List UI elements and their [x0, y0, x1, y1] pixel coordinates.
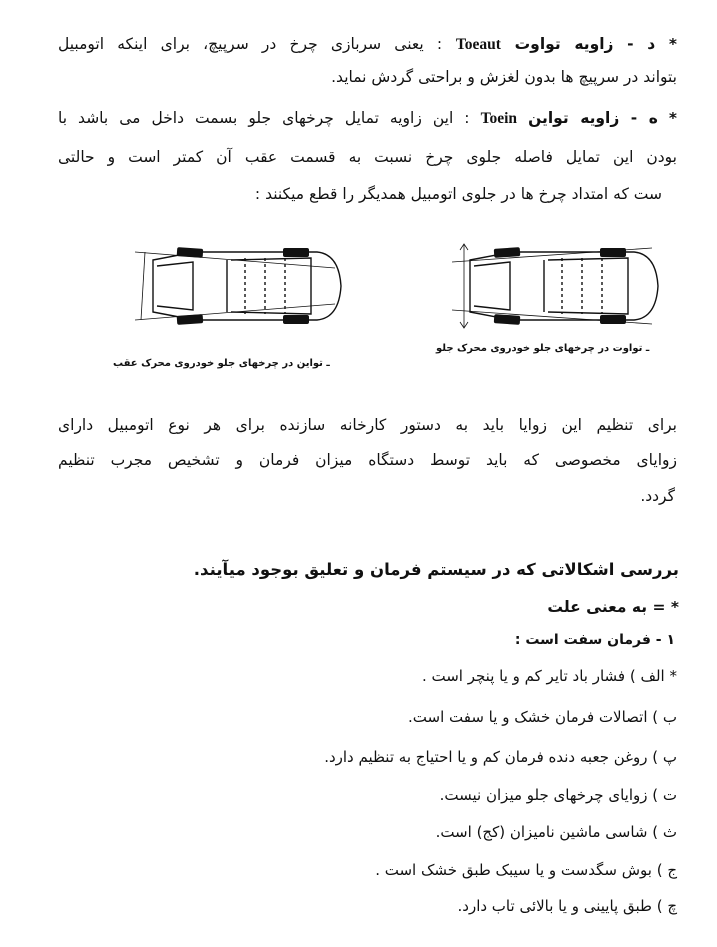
toe-out-term: Toeaut	[455, 36, 501, 53]
cause-item: پ ) روغن جعبه دنده فرمان کم و یا احتیاج به تنظیم دارد.	[324, 748, 677, 766]
toe-out-car-diagram	[452, 240, 667, 335]
cause-item: ث ) شاسی ماشین نامیزان (کج) است.	[435, 823, 677, 841]
star-marker: *	[668, 109, 677, 127]
cause-item: ت ) زوایای چرخهای جلو میزان نیست.	[439, 786, 677, 804]
cause-item: ج ) بوش سگدست و یا سیبک طبق خشک است .	[375, 861, 677, 879]
section-heading: بررسی اشکالاتی که در سیستم فرمان و تعلیق بوجود میآیند.	[193, 560, 679, 579]
cause-item: ب ) اتصالات فرمان خشک و یا سفت است.	[408, 708, 677, 726]
toe-in-definition: : این زاویه تمایل چرخهای جلو بسمت داخل می باشد با	[58, 109, 470, 127]
cause-item: * الف ) فشار باد تایر کم و یا پنچر است .	[421, 667, 677, 685]
problem-title: ۱ - فرمان سفت است :	[514, 632, 675, 648]
star-marker: *	[668, 35, 678, 53]
adjust-line-3: گردد.	[640, 487, 675, 505]
cause-item: چ ) طبق پایینی و یا بالائی تاب دارد.	[457, 897, 677, 915]
toe-out-line-2: بتواند در سرپیچ ها بدون لغزش و براحتی گردش نماید.	[331, 68, 677, 86]
toe-out-prefix: د - زاویه تواوت	[514, 35, 656, 53]
toe-in-term: Toein	[480, 110, 518, 127]
toe-out-line-1	[58, 33, 677, 56]
toe-in-line-2: بودن این تمایل فاصله جلوی چرخ نسبت به قسمت عقب آن کمتر است و حالتی	[58, 148, 677, 166]
toe-in-line-1	[58, 107, 677, 130]
toe-out-definition: : یعنی سربازی چرخ در سرپیچ، برای اینکه اتومبیل	[58, 35, 443, 53]
cause-legend: * = به معنی علت	[547, 598, 679, 616]
adjust-line-1: برای تنظیم این زوایا باید به دستور کارخانه سازنده برای هر نوع اتومبیل دارای	[58, 416, 677, 434]
toe-in-car-diagram	[135, 238, 350, 333]
toe-in-prefix: ه - زاویه تواین	[528, 109, 658, 127]
adjust-line-2: زوایای مخصوصی که باید توسط دستگاه میزان فرمان و تشخیص مجرب تنظیم	[58, 451, 677, 469]
figure-caption-toe-in: ـ تواین در چرخهای جلو خودروی محرک عقب	[113, 358, 330, 369]
figure-caption-toe-out: ـ تواوت در چرخهای جلو خودروی محرک جلو	[436, 343, 650, 354]
toe-in-line-3: ست که امتداد چرخ ها در جلوی اتومبیل همدیگر را قطع میکنند :	[254, 185, 662, 203]
